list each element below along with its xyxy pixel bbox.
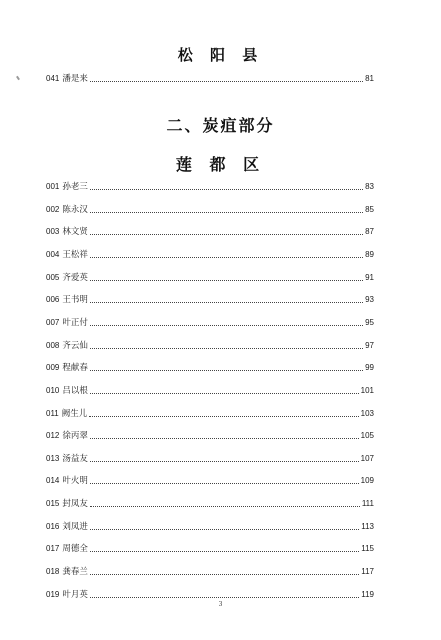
entry-number: 010 <box>46 385 60 395</box>
entry-name: 叶正付 <box>62 317 88 328</box>
toc-entry <box>46 428 374 442</box>
entry-number: 009 <box>46 363 60 373</box>
entry-page-number: 115 <box>361 544 374 554</box>
dot-leader <box>90 482 359 484</box>
entry-number: 014 <box>46 476 60 486</box>
toc-entry <box>46 315 374 329</box>
entry-page-number: 107 <box>360 453 374 463</box>
toc-entry <box>46 247 374 261</box>
entry-number: 011 <box>46 408 59 418</box>
dot-leader <box>90 437 359 439</box>
entry-page-number: 101 <box>360 385 374 395</box>
entry-name: 吕以根 <box>62 385 88 396</box>
entry-page-number: 85 <box>365 204 374 214</box>
entry-page-number: 91 <box>365 272 374 282</box>
toc-entry <box>46 292 374 306</box>
entry-page-number: 109 <box>360 476 374 486</box>
entry-name: 林文贤 <box>62 227 88 238</box>
toc-entry <box>46 451 374 465</box>
entry-page-number: 119 <box>361 589 374 599</box>
entry-number: 006 <box>46 295 60 305</box>
page-number: 3 <box>218 600 223 608</box>
entry-number: 015 <box>46 499 60 509</box>
entry-name: 齐爱英 <box>62 272 88 283</box>
entry-page-number: 87 <box>365 227 374 237</box>
scan-mark <box>16 76 20 80</box>
entry-name: 程献春 <box>62 363 88 374</box>
toc-entry <box>46 270 374 284</box>
entry-number: 012 <box>46 431 60 441</box>
entry-name: 刘凤进 <box>62 521 88 532</box>
dot-leader <box>90 528 359 530</box>
entry-name: 潘是来 <box>62 74 88 84</box>
entry-name: 龚春兰 <box>62 567 88 578</box>
entry-number: 019 <box>46 589 60 599</box>
dot-leader <box>90 188 363 190</box>
entry-page-number: 117 <box>361 567 374 577</box>
dot-leader <box>90 550 359 552</box>
toc-entry <box>46 338 374 352</box>
entry-name: 王松祥 <box>62 249 88 260</box>
entry-number: 003 <box>46 227 60 237</box>
entry-number: 005 <box>46 272 60 282</box>
toc-entry <box>46 383 374 397</box>
county-heading-songyang: 松 阳 县 <box>177 46 264 64</box>
entry-name: 叶月英 <box>62 589 88 600</box>
entry-name: 齐云仙 <box>62 340 88 351</box>
dot-leader <box>90 460 359 462</box>
dot-leader <box>90 392 359 394</box>
entry-name: 封凤友 <box>62 499 88 510</box>
entry-number: 002 <box>46 204 60 214</box>
entry-page-number: 113 <box>361 521 374 531</box>
toc-entry <box>46 224 374 238</box>
dot-leader <box>90 256 363 258</box>
toc-entry <box>46 202 374 216</box>
dot-leader <box>90 324 363 326</box>
dot-leader <box>90 211 363 213</box>
entry-page-number: 93 <box>365 295 374 305</box>
entry-number: 017 <box>46 544 60 554</box>
dot-leader <box>90 596 359 598</box>
entry-name: 叶火明 <box>62 476 88 487</box>
toc-entry <box>46 541 374 555</box>
dot-leader <box>90 233 363 235</box>
dot-leader <box>90 301 363 303</box>
entry-page-number: 89 <box>365 249 374 259</box>
section-heading: 二、炭疽部分 <box>166 116 275 135</box>
entry-page-number: 95 <box>365 317 374 327</box>
entry-name: 孙老三 <box>62 182 88 192</box>
toc-entry <box>46 564 374 578</box>
dot-leader <box>90 80 363 82</box>
entry-page-number: 99 <box>365 363 374 373</box>
entry-page-number: 97 <box>365 340 374 350</box>
toc-entry <box>46 473 374 487</box>
dot-leader <box>90 347 363 349</box>
entry-name: 陈永汉 <box>62 204 88 215</box>
dot-leader <box>89 415 358 417</box>
entry-name: 周德全 <box>62 544 88 555</box>
entry-number: 018 <box>46 567 60 577</box>
entry-number: 013 <box>46 453 60 463</box>
entry-name: 阙生儿 <box>61 408 88 419</box>
toc-entry <box>46 406 374 420</box>
entry-number: 001 <box>46 182 60 191</box>
entry-number: 041 <box>46 74 60 83</box>
entry-page-number: 83 <box>365 182 374 191</box>
toc-entry <box>46 179 374 193</box>
entry-number: 007 <box>46 317 60 327</box>
entry-page-number: 111 <box>361 499 374 509</box>
toc-entry <box>46 587 374 601</box>
toc-entry <box>46 496 374 510</box>
entry-number: 008 <box>46 340 60 350</box>
toc-entry <box>46 360 374 374</box>
toc-entry <box>46 71 374 85</box>
district-heading-liandu: 莲 都 区 <box>175 155 266 174</box>
entry-page-number: 105 <box>360 431 374 441</box>
entry-page-number: 103 <box>360 408 374 418</box>
toc-entry <box>46 519 374 533</box>
entry-name: 徐丙翠 <box>62 431 88 442</box>
dot-leader <box>90 279 363 281</box>
entry-name: 王书明 <box>62 295 88 306</box>
entry-page-number: 81 <box>365 74 374 83</box>
entry-name: 汤益友 <box>62 453 88 464</box>
entry-number: 004 <box>46 249 60 259</box>
entry-number: 016 <box>46 521 60 531</box>
dot-leader <box>90 573 359 575</box>
dot-leader <box>90 369 363 371</box>
dot-leader <box>90 505 360 507</box>
